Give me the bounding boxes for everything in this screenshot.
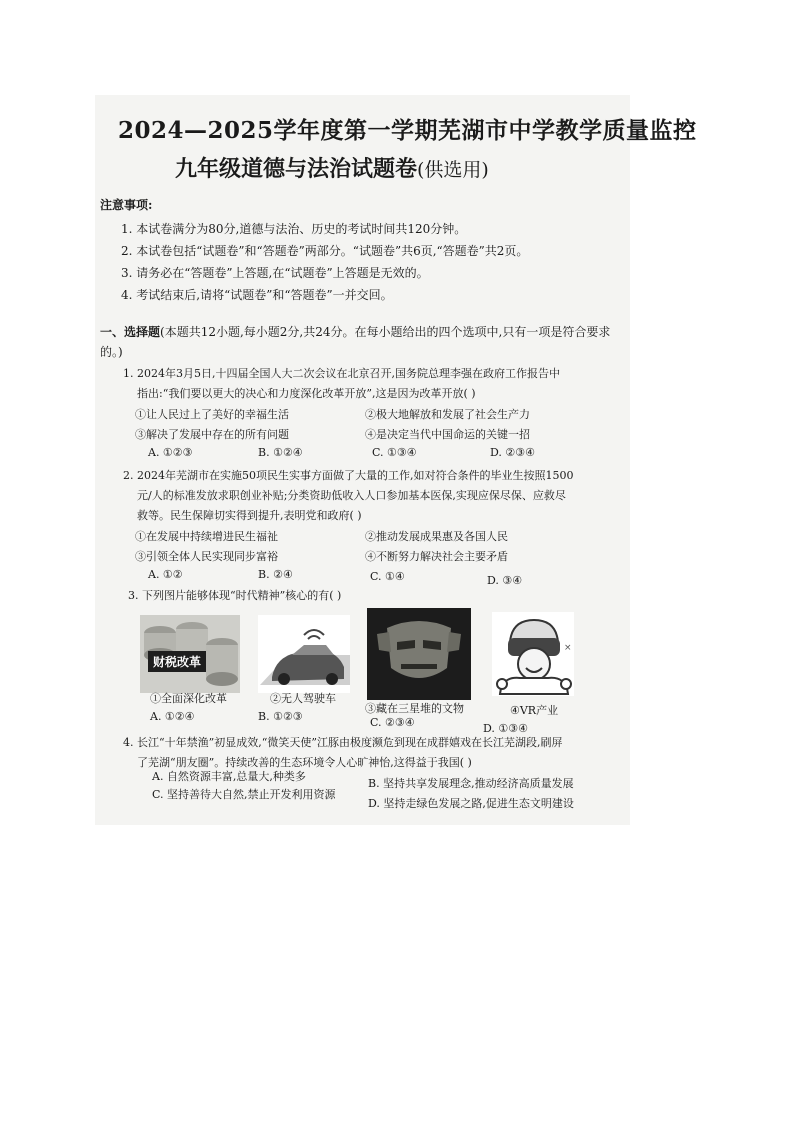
svg-text:×: × bbox=[564, 643, 572, 653]
q4-option-c: C. 坚持善待大自然,禁止开发利用资源 bbox=[152, 788, 336, 801]
q2-statement-4: ④不断努力解决社会主要矛盾 bbox=[365, 550, 508, 563]
q1-choice-b: B. ①②④ bbox=[258, 446, 303, 459]
car-icon bbox=[258, 615, 350, 693]
sanxingdui-artifact-image bbox=[367, 608, 471, 700]
q1-stem-line: 1. 2024年3月5日,十四届全国人大二次会议在北京召开,国务院总理李强在政府工作报告中 bbox=[123, 367, 560, 380]
q2-stem-line: 救等。民生保障切实得到提升,表明党和政府( ) bbox=[137, 509, 362, 522]
q4-option-b: B. 坚持共享发展理念,推动经济高质量发展 bbox=[368, 777, 574, 790]
q2-statement-1: ①在发展中持续增进民生福祉 bbox=[135, 530, 278, 543]
vr-headset-icon bbox=[492, 612, 574, 696]
section-title: 一、选择题 bbox=[100, 325, 161, 339]
driverless-car-image bbox=[258, 615, 350, 693]
q2-choice-b: B. ②④ bbox=[258, 568, 293, 581]
q1-statement-1: ①让人民过上了美好的幸福生活 bbox=[135, 408, 289, 421]
q4-stem-line: 4. 长江“十年禁渔”初显成效,“微笑天使”江豚由极度濒危到现在成群嬉戏在长江芜湖段,刷屏 bbox=[123, 736, 563, 749]
q1-choice-a: A. ①②③ bbox=[148, 446, 193, 459]
q1-statement-2: ②极大地解放和发展了社会生产力 bbox=[365, 408, 530, 421]
exam-subtitle bbox=[175, 152, 575, 183]
q3-choice-b: B. ①②③ bbox=[258, 710, 303, 723]
q3-caption-4: ④VR产业 bbox=[510, 704, 559, 717]
question-4-stem bbox=[123, 733, 603, 773]
q3-caption-3: ③藏在三星堆的文物 bbox=[365, 702, 464, 715]
exam-subject: 九年级道德与法治试题卷 bbox=[175, 156, 418, 182]
question-3-stem: 3. 下列图片能够体现“时代精神”核心的有( ) bbox=[128, 589, 342, 602]
q2-choice-d: D. ③④ bbox=[487, 574, 523, 587]
question-1-stem bbox=[123, 364, 623, 404]
exam-subtitle-suffix: (供选用) bbox=[417, 159, 489, 181]
q1-statement-3: ③解决了发展中存在的所有问题 bbox=[135, 428, 289, 441]
question-2-stem bbox=[123, 466, 623, 526]
section-heading bbox=[100, 322, 620, 362]
q3-caption-1: ①全面深化改革 bbox=[150, 692, 227, 705]
q2-stem-line: 元/人的标准发放求职创业补贴;分类资助低收入人口参加基本医保,实现应保尽保、应救尽 bbox=[137, 489, 566, 502]
q1-statement-4: ④是决定当代中国命运的关键一招 bbox=[365, 428, 530, 441]
q2-statement-2: ②推动发展成果惠及各国人民 bbox=[365, 530, 508, 543]
tax-reform-badge: 财税改革 bbox=[148, 651, 206, 672]
q2-choice-a: A. ①② bbox=[148, 568, 183, 581]
q4-option-a: A. 自然资源丰富,总量大,种类多 bbox=[152, 770, 306, 783]
q2-choice-c: C. ①④ bbox=[370, 570, 405, 583]
q1-choice-c: C. ①③④ bbox=[372, 446, 417, 459]
note-item: 1. 本试卷满分为80分,道德与法治、历史的考试时间共120分钟。 bbox=[121, 222, 467, 236]
note-item: 4. 考试结束后,请将“试题卷”和“答题卷”一并交回。 bbox=[121, 288, 393, 302]
q3-choice-d: D. ①③④ bbox=[483, 722, 529, 735]
notes-heading: 注意事项: bbox=[100, 198, 153, 212]
q3-choice-a: A. ①②④ bbox=[150, 710, 195, 723]
note-item: 3. 请务必在“答题卷”上答题,在“试题卷”上答题是无效的。 bbox=[121, 266, 429, 280]
note-item: 2. 本试卷包括“试题卷”和“答题卷”两部分。“试题卷”共6页,“答题卷”共2页。 bbox=[121, 244, 529, 258]
q2-statement-3: ③引领全体人民实现同步富裕 bbox=[135, 550, 278, 563]
section-instructions: (本题共12小题,每小题2分,共24分。在每小题给出的四个选项中,只有一项是符合要求的。) bbox=[100, 325, 611, 359]
bronze-mask-icon bbox=[367, 608, 471, 700]
q3-caption-2: ②无人驾驶车 bbox=[270, 692, 336, 705]
q2-stem-line: 2. 2024年芜湖市在实施50项民生实事方面做了大量的工作,如对符合条件的毕业生按照1500 bbox=[123, 469, 574, 482]
vr-industry-image bbox=[492, 612, 574, 696]
q1-choice-d: D. ②③④ bbox=[490, 446, 536, 459]
q3-choice-c: C. ②③④ bbox=[370, 716, 415, 729]
q4-stem-line: 了芜湖“朋友圈”。持续改善的生态环境令人心旷神怡,这得益于我国( ) bbox=[137, 756, 472, 769]
tax-reform-image bbox=[140, 615, 240, 693]
exam-title: 2024—2025学年度第一学期芜湖市中学教学质量监控 bbox=[118, 117, 697, 144]
q4-option-d: D. 坚持走绿色发展之路,促进生态文明建设 bbox=[368, 797, 574, 810]
q1-stem-line: 指出:“我们要以更大的决心和力度深化改革开放”,这是因为改革开放( ) bbox=[137, 387, 476, 400]
